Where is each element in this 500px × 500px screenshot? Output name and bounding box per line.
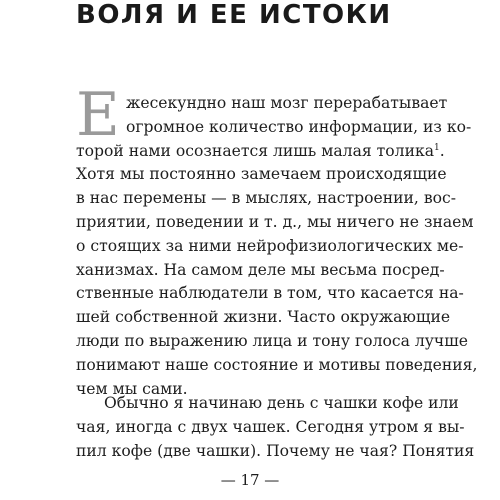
text-line-with-footnote — [76, 140, 445, 164]
chapter-title: ВОЛЯ И ЕЕ ИСТОКИ — [76, 0, 392, 30]
text-line: огромное количество информации, из ко- — [126, 117, 472, 136]
text-line: чая, иногда с двух чашек. Сегодня утром я вы- — [76, 417, 465, 436]
text-line-end: . — [439, 141, 445, 160]
text-line: понимают наше состояние и мотивы поведения, — [76, 355, 478, 374]
text-line: чем мы сами. — [76, 379, 188, 398]
text-line: Хотя мы постоянно замечаем происходящие — [76, 165, 447, 184]
text-line: люди по выражению лица и тону голоса лучше — [76, 331, 468, 350]
page-number: — 17 — — [220, 471, 280, 489]
text-line: пил кофе (две чашки). Почему не чая? Понятия — [76, 441, 475, 460]
text-line-content: торой нами осознается лишь малая толика — [76, 141, 435, 160]
paragraph-1 — [76, 80, 478, 401]
drop-cap: Е — [76, 80, 120, 150]
text-line: шей собственной жизни. Часто окружающие — [76, 308, 451, 327]
text-line: приятии, поведении и т. д., мы ничего не знаем — [76, 212, 474, 231]
text-line: в нас перемены — в мыслях, настроении, вос- — [76, 189, 456, 208]
text-line: ственные наблюдатели в том, что касается на- — [76, 284, 464, 303]
text-line: о стоящих за ними нейрофизиологических ме- — [76, 236, 464, 255]
text-line: жесекундно наш мозг перерабатывает — [126, 94, 448, 112]
text-line: Обычно я начинаю день с чашки кофе или — [104, 394, 459, 412]
footnote-marker[interactable]: 1 — [434, 142, 440, 153]
text-line: ханизмах. На самом деле мы весьма посред- — [76, 260, 445, 279]
paragraph-2 — [76, 392, 475, 463]
